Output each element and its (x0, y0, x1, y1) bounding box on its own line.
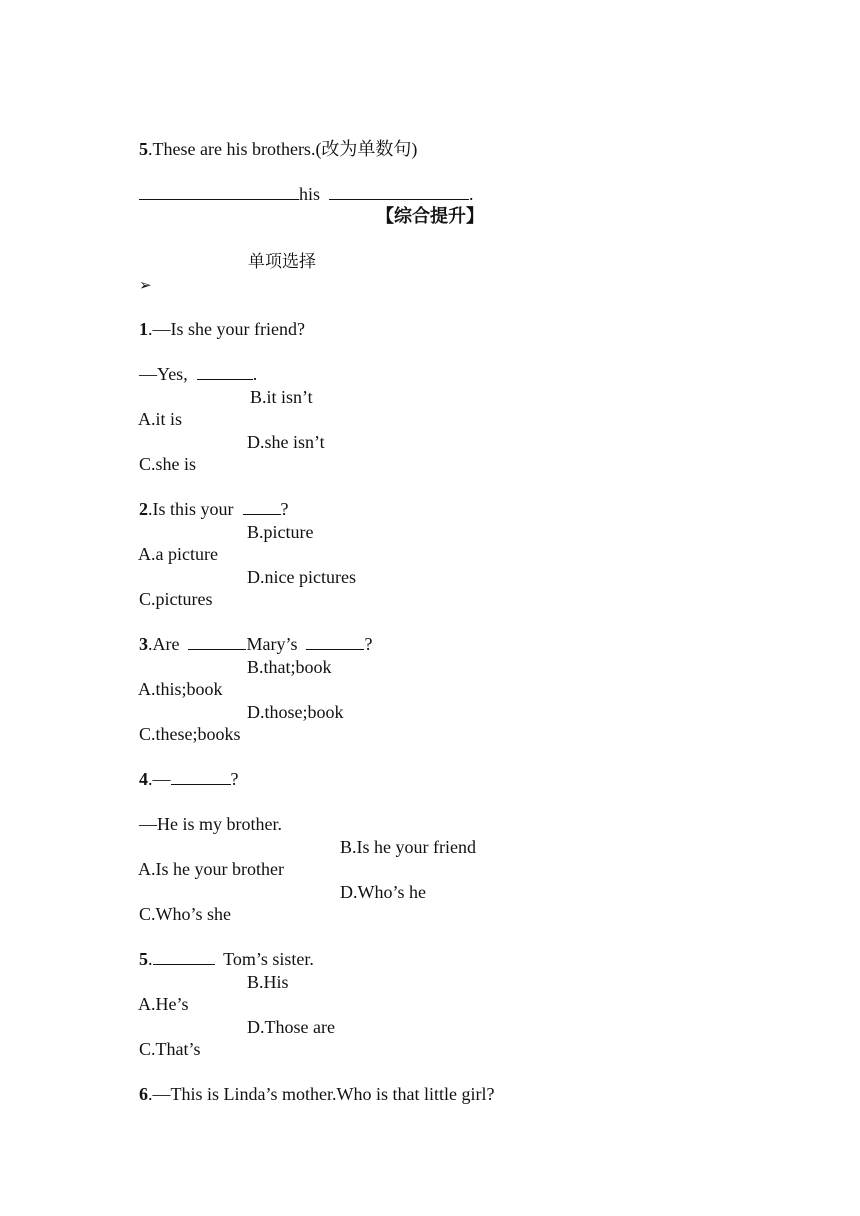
question-number: 5 (139, 139, 148, 159)
option-b[interactable]: B.His (247, 972, 289, 992)
question-3-options-cd (130, 701, 344, 745)
option-a[interactable]: A.Is he your brother (138, 859, 284, 879)
question-number: 2 (139, 499, 148, 519)
reply-text: —Yes, (139, 364, 193, 384)
question-5-stem (130, 926, 314, 970)
question-3-stem (130, 611, 372, 655)
option-d[interactable]: D.nice pictures (247, 567, 356, 587)
question-4-options-ab (130, 836, 476, 880)
option-a[interactable]: A.this;book (138, 679, 223, 699)
option-d[interactable]: D.Who’s he (340, 882, 426, 902)
option-b[interactable]: B.that;book (247, 657, 332, 677)
question-4-stem (130, 746, 239, 790)
question-number: 4 (139, 769, 148, 789)
question-1-stem (130, 296, 305, 340)
question-text-mid: Mary’s (246, 634, 302, 654)
question-2-stem (130, 476, 289, 520)
option-b[interactable]: B.it isn’t (250, 387, 313, 407)
question-6-stem (130, 1061, 494, 1105)
option-a[interactable]: A.He’s (138, 994, 189, 1014)
option-c[interactable]: C.she is (139, 454, 197, 474)
option-d[interactable]: D.Those are (247, 1017, 335, 1037)
option-c[interactable]: C.pictures (139, 589, 213, 609)
arrow-bullet-icon: ➢ (139, 276, 152, 294)
option-d[interactable]: D.she isn’t (247, 432, 325, 452)
option-c[interactable]: C.Who’s she (139, 904, 231, 924)
question-text: .Is this your (148, 499, 238, 519)
question-text: .— (148, 769, 171, 789)
question-number: 6 (139, 1084, 148, 1104)
question-4-reply (130, 791, 282, 835)
section-subtitle (130, 251, 316, 296)
option-a[interactable]: A.it is (138, 409, 183, 429)
reply-text: —He is my brother. (139, 814, 282, 834)
answer-word: his (299, 184, 321, 204)
question-end: ? (280, 499, 289, 519)
transform-answer-line (130, 161, 474, 205)
answer-blank-2[interactable] (306, 633, 364, 650)
answer-blank[interactable] (243, 498, 281, 515)
question-1-options-ab (130, 386, 313, 430)
option-d[interactable]: D.those;book (247, 702, 344, 722)
answer-blank-2[interactable] (329, 183, 469, 200)
option-b[interactable]: B.Is he your friend (340, 837, 476, 857)
option-a[interactable]: A.a picture (138, 544, 218, 564)
question-4-options-cd (130, 881, 426, 925)
answer-blank[interactable] (153, 948, 215, 965)
section-title: 【综合提升】 (376, 206, 484, 227)
option-c[interactable]: C.these;books (139, 724, 241, 744)
question-text: .—This is Linda’s mother.Who is that little girl? (148, 1084, 495, 1104)
question-1-options-cd (130, 431, 325, 475)
answer-blank-1[interactable] (139, 183, 299, 200)
transform-question-5 (130, 116, 417, 160)
question-text: . (148, 949, 153, 969)
question-number: 3 (139, 634, 148, 654)
question-end: ? (364, 634, 373, 654)
answer-blank[interactable] (171, 768, 231, 785)
question-number: 1 (139, 319, 148, 339)
question-2-options-ab (130, 521, 314, 565)
question-5-options-ab (130, 971, 289, 1015)
option-b[interactable]: B.picture (247, 522, 314, 542)
question-5-options-cd (130, 1016, 335, 1060)
question-1-reply (130, 341, 257, 385)
question-number: 5 (139, 949, 148, 969)
reply-end: . (252, 364, 258, 384)
question-text-end: Tom’s sister. (214, 949, 314, 969)
question-2-options-cd (130, 566, 356, 610)
question-end: ? (230, 769, 239, 789)
question-text: .These are his brothers.(改为单数句) (148, 139, 418, 159)
option-c[interactable]: C.That’s (139, 1039, 201, 1059)
subtitle-text: 单项选择 (248, 252, 316, 272)
answer-blank-1[interactable] (188, 633, 246, 650)
question-text: .—Is she your friend? (148, 319, 305, 339)
question-3-options-ab (130, 656, 332, 700)
question-text: .Are (148, 634, 184, 654)
answer-period: . (469, 184, 474, 204)
answer-blank[interactable] (197, 363, 253, 380)
